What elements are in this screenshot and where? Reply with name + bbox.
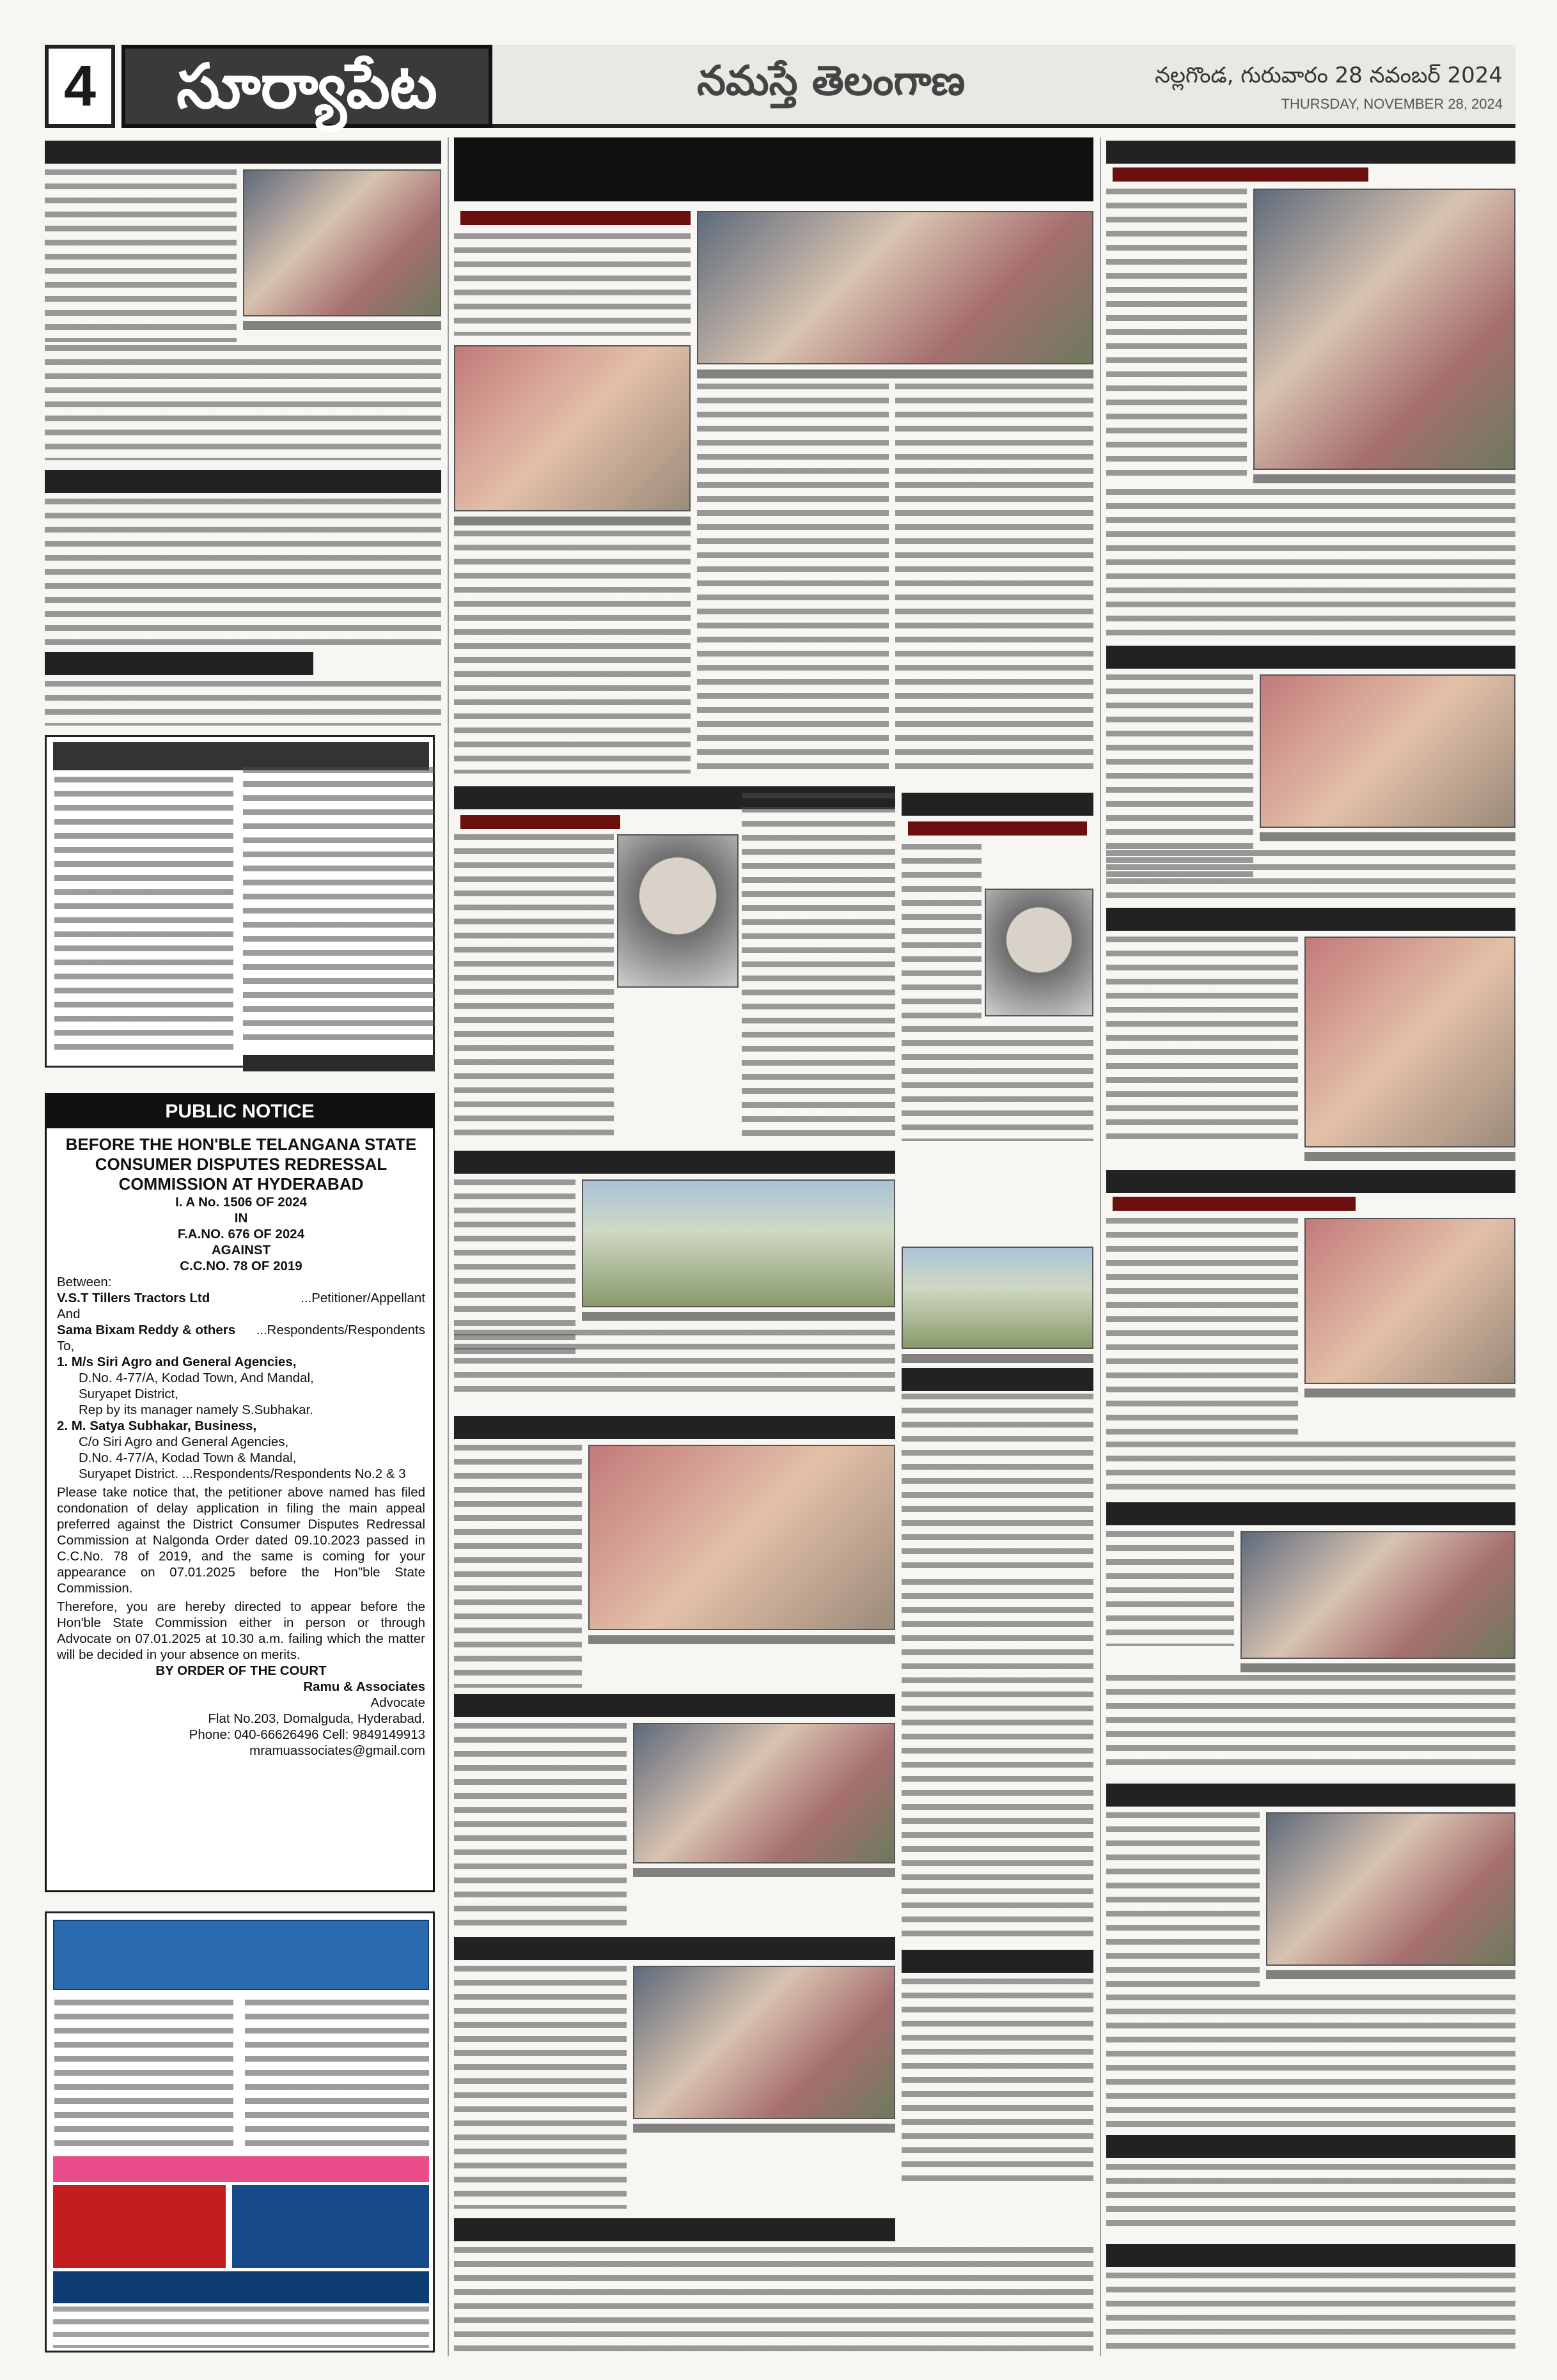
article-text [697, 384, 889, 774]
firm-address: Flat No.203, Domalguda, Hyderabad. [208, 1711, 425, 1726]
article-text [1106, 489, 1515, 636]
photo-caption [588, 1635, 895, 1644]
by-order: BY ORDER OF THE COURT [155, 1663, 327, 1678]
photo-caption [243, 321, 441, 330]
headline-right [1106, 1170, 1515, 1193]
respondent-1-address: D.No. 4-77/A, Kodad Town, And Mandal, [79, 1371, 314, 1385]
article-photo [454, 345, 691, 511]
photo-caption [1240, 1663, 1515, 1672]
article-photo [902, 1247, 1093, 1349]
article-text [902, 1579, 1093, 1937]
classified-listing [54, 2000, 233, 2147]
firm-phone: Phone: 040-66626496 Cell: 9849149913 [189, 1727, 425, 1742]
article-text [454, 2247, 1093, 2356]
article-photo [1266, 1812, 1515, 1966]
appellant-row [57, 1290, 425, 1306]
article-text [895, 384, 1093, 774]
against-label: AGAINST [211, 1243, 271, 1257]
headline-center [454, 1151, 895, 1174]
article-photo [1253, 189, 1515, 470]
fa-number: F.A.NO. 676 OF 2024 [177, 1227, 305, 1241]
advocate-label: Advocate [370, 1695, 425, 1710]
date-english: THURSDAY, NOVEMBER 28, 2024 [1281, 96, 1503, 112]
photo-caption [1253, 474, 1515, 483]
and-label: And [57, 1307, 81, 1321]
sub-headline [460, 211, 691, 225]
article-text [1106, 1218, 1298, 1435]
sub-headline [1113, 167, 1368, 182]
public-notice-body [57, 1135, 425, 1759]
notice-paragraph: Please take notice that, the petitioner above named has filed condonation of delay application in filing the main appeal preferred against the District Consumer Disputes Redressal Commission at Nalgonda Order dated 09.10.2023 passed in C.C.No. 78 of 2019, and the same is coming for your appearance on 07.01.2025 before the Hon"ble State Commission. [57, 1485, 425, 1596]
article-photo [588, 1445, 895, 1630]
between-label: Between: [57, 1275, 112, 1289]
headline-left-1 [45, 141, 441, 164]
article-text [454, 233, 691, 336]
article-photo [1304, 1218, 1515, 1384]
headline-center [902, 793, 1093, 816]
article-text [45, 681, 441, 726]
column-rule [448, 137, 449, 2356]
article-text [454, 1445, 582, 1688]
in-label: IN [234, 1211, 248, 1225]
respondent-1-address: Suryapet District, [79, 1387, 179, 1401]
appellant-role: ...Petitioner/Appellant [301, 1291, 425, 1305]
phone-list [53, 2306, 429, 2348]
headline-right [1106, 1784, 1515, 1807]
respondent-2-address: D.No. 4-77/A, Kodad Town & Mandal, [79, 1451, 297, 1465]
photo-caption [1304, 1152, 1515, 1161]
headline-center [454, 1416, 895, 1439]
firm-email: mramuassociates@gmail.com [249, 1743, 425, 1758]
headline-small [243, 1055, 435, 1071]
article-photo [697, 211, 1093, 364]
section-title: సూర్యాపేట [176, 51, 437, 122]
article-photo [582, 1179, 895, 1307]
lead-headline [454, 137, 1093, 201]
article-photo [633, 1723, 895, 1863]
article-text [454, 531, 691, 774]
masthead [45, 45, 1515, 128]
unit-office-strip [53, 2271, 429, 2303]
respondents-row [57, 1322, 425, 1338]
appellant-name: V.S.T Tillers Tractors Ltd [57, 1291, 210, 1305]
notice-paragraph: Therefore, you are hereby directed to appear before the Hon'ble State Commission either in person or through Advocate on 07.01.2025 at 10.30 a.m. failing which the matter will be decided in your absence on merits. [57, 1599, 425, 1662]
article-text [1106, 2164, 1515, 2234]
paper-name-bar [492, 45, 1515, 128]
headline-center [902, 1950, 1093, 1973]
law-firm: Ramu & Associates [303, 1679, 425, 1694]
sub-headline [460, 815, 620, 829]
article-text [243, 767, 435, 1048]
section-title-box [121, 45, 492, 128]
photo-caption [633, 1868, 895, 1877]
article-text [1106, 1442, 1515, 1493]
headline-left-3 [45, 652, 313, 675]
paper-name: నమస్తే తెలంగాణ [697, 58, 966, 105]
column-rule [1100, 137, 1101, 2356]
headline-center [454, 2218, 895, 2241]
public-notice-title: PUBLIC NOTICE [165, 1101, 315, 1122]
article-text [1106, 850, 1515, 901]
headline-right [1106, 2135, 1515, 2158]
respondent-2-address: Suryapet District. ...Respondents/Respondents No.2 & 3 [79, 1466, 406, 1481]
article-photo [1240, 1531, 1515, 1659]
photo-caption [1266, 1970, 1515, 1979]
article-text [45, 499, 441, 646]
article-text [902, 1979, 1093, 2183]
article-photo [243, 169, 441, 316]
classifieds-banner [53, 1920, 429, 1990]
headline-left-2 [45, 470, 441, 493]
headline-center [454, 1694, 895, 1717]
article-text [1106, 937, 1298, 1147]
page-number: 4 [45, 45, 115, 128]
article-text [45, 169, 237, 342]
classifieds-advertisement [45, 1911, 435, 2353]
article-text [454, 1330, 895, 1400]
photo-caption [633, 2124, 895, 2133]
article-text [1106, 189, 1247, 483]
price-badge [53, 2185, 226, 2268]
article-text [902, 844, 982, 1023]
article-text [454, 1966, 627, 2209]
photo-caption [697, 369, 1093, 378]
court-name: BEFORE THE HON'BLE TELANGANA STATE CONSUMER DISPUTES REDRESSAL COMMISSION AT HYDERABAD [65, 1135, 417, 1194]
classified-listing [245, 2000, 429, 2147]
article-text [1106, 1675, 1515, 1771]
article-text [1106, 2273, 1515, 2356]
article-text [902, 1394, 1093, 1573]
obituary-photo [617, 834, 739, 988]
headline-right [1106, 646, 1515, 669]
respondent-1-name: 1. M/s Siri Agro and General Agencies, [57, 1355, 297, 1369]
classified-text [54, 777, 233, 1058]
headline-right [1106, 1502, 1515, 1525]
article-text [1106, 1812, 1260, 1991]
public-notice [45, 1093, 435, 1892]
article-text [454, 834, 614, 1141]
sub-headline [908, 821, 1087, 836]
headline-right [1106, 141, 1515, 164]
photo-caption [454, 517, 691, 525]
to-label: To, [57, 1339, 75, 1353]
cc-number: C.C.NO. 78 OF 2019 [180, 1259, 302, 1273]
article-photo [633, 1966, 895, 2119]
photo-caption [902, 1354, 1093, 1363]
article-photo [1260, 674, 1515, 828]
ad-note-box [232, 2185, 429, 2268]
photo-caption [582, 1312, 895, 1321]
headline-right [1106, 908, 1515, 931]
article-text [45, 345, 441, 460]
respondent-1-address: Rep by its manager namely S.Subhakar. [79, 1403, 313, 1417]
respondents-role: ...Respondents/Respondents [256, 1323, 425, 1337]
photo-caption [1260, 832, 1515, 841]
article-text [454, 1723, 627, 1927]
ad-strip [53, 2156, 429, 2182]
public-notice-title-bar [47, 1095, 433, 1128]
article-text [1106, 1995, 1515, 2129]
article-text [902, 1026, 1093, 1141]
sub-headline [1113, 1197, 1356, 1211]
article-text [742, 793, 895, 1138]
photo-caption [1304, 1388, 1515, 1397]
date-telugu: నల్లగొండ, గురువారం 28 నవంబర్ 2024 [1155, 63, 1503, 88]
respondents-name: Sama Bixam Reddy & others [57, 1323, 236, 1337]
article-text [1106, 1531, 1234, 1646]
article-photo [1304, 937, 1515, 1147]
classified-header [53, 742, 429, 770]
respondent-2-address: C/o Siri Agro and General Agencies, [79, 1435, 289, 1449]
respondent-2-name: 2. M. Satya Subhakar, Business, [57, 1419, 257, 1433]
headline-center [454, 1937, 895, 1960]
headline-center [902, 1368, 1093, 1391]
headline-right [1106, 2244, 1515, 2267]
ia-number: I. A No. 1506 OF 2024 [175, 1195, 307, 1209]
portrait-photo [985, 889, 1093, 1016]
